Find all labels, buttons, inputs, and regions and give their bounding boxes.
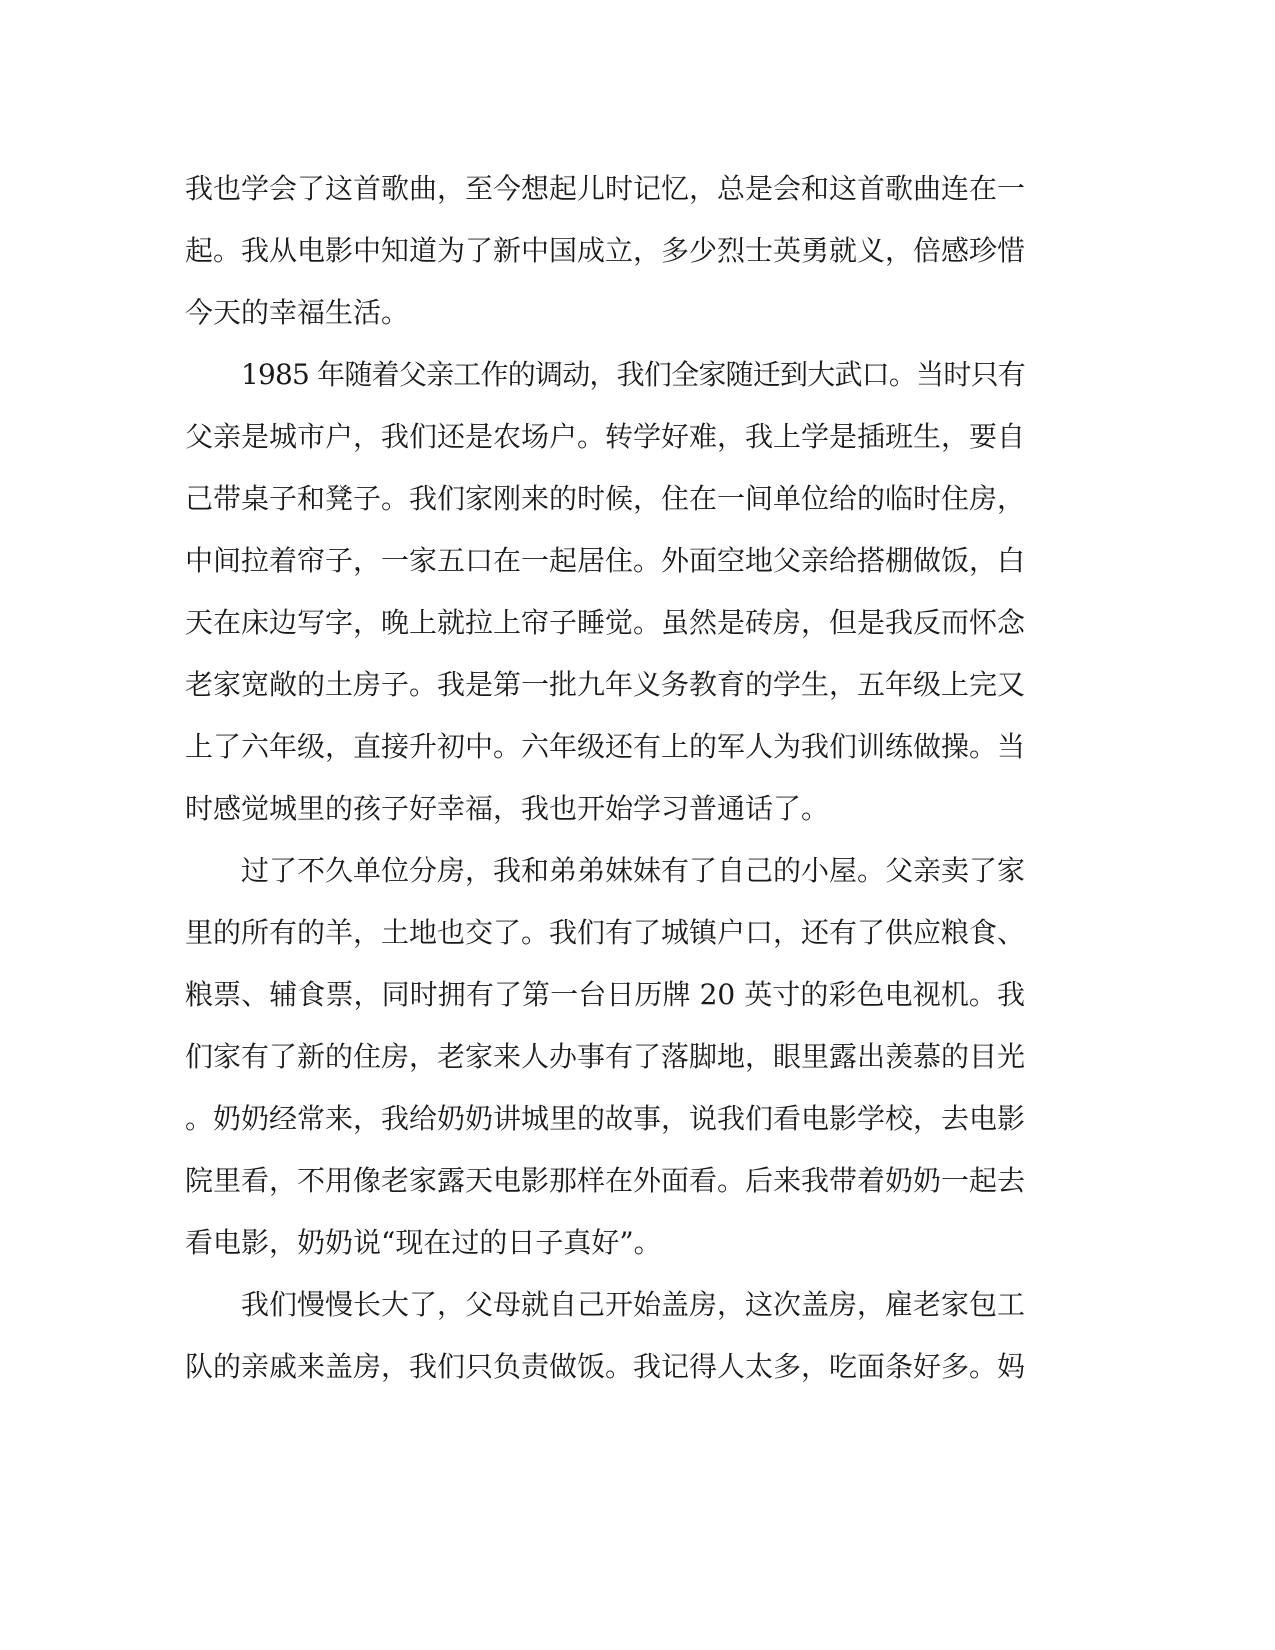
text-line xyxy=(185,158,1025,220)
text-line xyxy=(185,406,1025,468)
text-line xyxy=(185,1088,1025,1150)
text-line xyxy=(185,1026,1025,1088)
text-line-content: 里的所有的羊，土地也交了。我们有了城镇户口，还有了供应粮食、 xyxy=(185,916,1025,949)
text-line-content: 中间拉着帘子，一家五口在一起居住。外面空地父亲给搭棚做饭，白 xyxy=(185,544,1025,577)
text-line-content: 过了不久单位分房，我和弟弟妹妹有了自己的小屋。父亲卖了家 xyxy=(241,854,1025,887)
text-line: 时感觉城里的孩子好幸福，我也开始学习普通话了。 xyxy=(185,792,830,825)
text-line xyxy=(185,530,1025,592)
text-line xyxy=(185,1274,1025,1336)
text-line-content: 们家有了新的住房，老家来人办事有了落脚地，眼里露出羡慕的目光 xyxy=(185,1040,1025,1073)
text-line-content: 己带桌子和凳子。我们家刚来的时候，住在一间单位给的临时住房， xyxy=(185,482,1025,515)
text-line-content: 院里看，不用像老家露天电影那样在外面看。后来我带着奶奶一起去 xyxy=(185,1164,1025,1197)
document-body xyxy=(185,158,1025,1398)
text-line xyxy=(185,840,1025,902)
text-line xyxy=(185,468,1025,530)
text-line xyxy=(185,1150,1025,1212)
text-line: 今天的幸福生活。 xyxy=(185,296,410,329)
text-line-content: 我们慢慢长大了，父母就自己开始盖房，这次盖房，雇老家包工 xyxy=(241,1288,1025,1321)
text-line-content: 老家宽敞的土房子。我是第一批九年义务教育的学生，五年级上完又 xyxy=(185,668,1025,701)
text-line xyxy=(185,1336,1025,1398)
text-line: 看电影，奶奶说“现在过的日子真好”。 xyxy=(185,1226,662,1259)
text-line-content: 上了六年级，直接升初中。六年级还有上的军人为我们训练做操。当 xyxy=(185,730,1025,763)
text-line xyxy=(185,220,1025,282)
text-line-content: 队的亲戚来盖房，我们只负责做饭。我记得人太多，吃面条好多。妈 xyxy=(185,1350,1025,1383)
text-line-content: 天在床边写字，晚上就拉上帘子睡觉。虽然是砖房，但是我反而怀念 xyxy=(185,606,1025,639)
text-line-content: 1985 年随着父亲工作的调动，我们全家随迁到大武口。当时只有 xyxy=(241,358,1025,391)
text-line xyxy=(185,902,1025,964)
text-line-content: 我也学会了这首歌曲，至今想起儿时记忆，总是会和这首歌曲连在一 xyxy=(185,172,1025,205)
text-line xyxy=(185,716,1025,778)
text-line-content: 粮票、辅食票，同时拥有了第一台日历牌 20 英寸的彩色电视机。我 xyxy=(185,978,1025,1011)
text-line-content: 起。我从电影中知道为了新中国成立，多少烈士英勇就义，倍感珍惜 xyxy=(185,234,1025,267)
text-line xyxy=(185,592,1025,654)
text-line xyxy=(185,654,1025,716)
text-line-content: 父亲是城市户，我们还是农场户。转学好难，我上学是插班生，要自 xyxy=(185,420,1025,453)
text-line xyxy=(185,344,1025,406)
text-line xyxy=(185,964,1025,1026)
text-line-content: 。奶奶经常来，我给奶奶讲城里的故事，说我们看电影学校，去电影 xyxy=(185,1102,1025,1135)
